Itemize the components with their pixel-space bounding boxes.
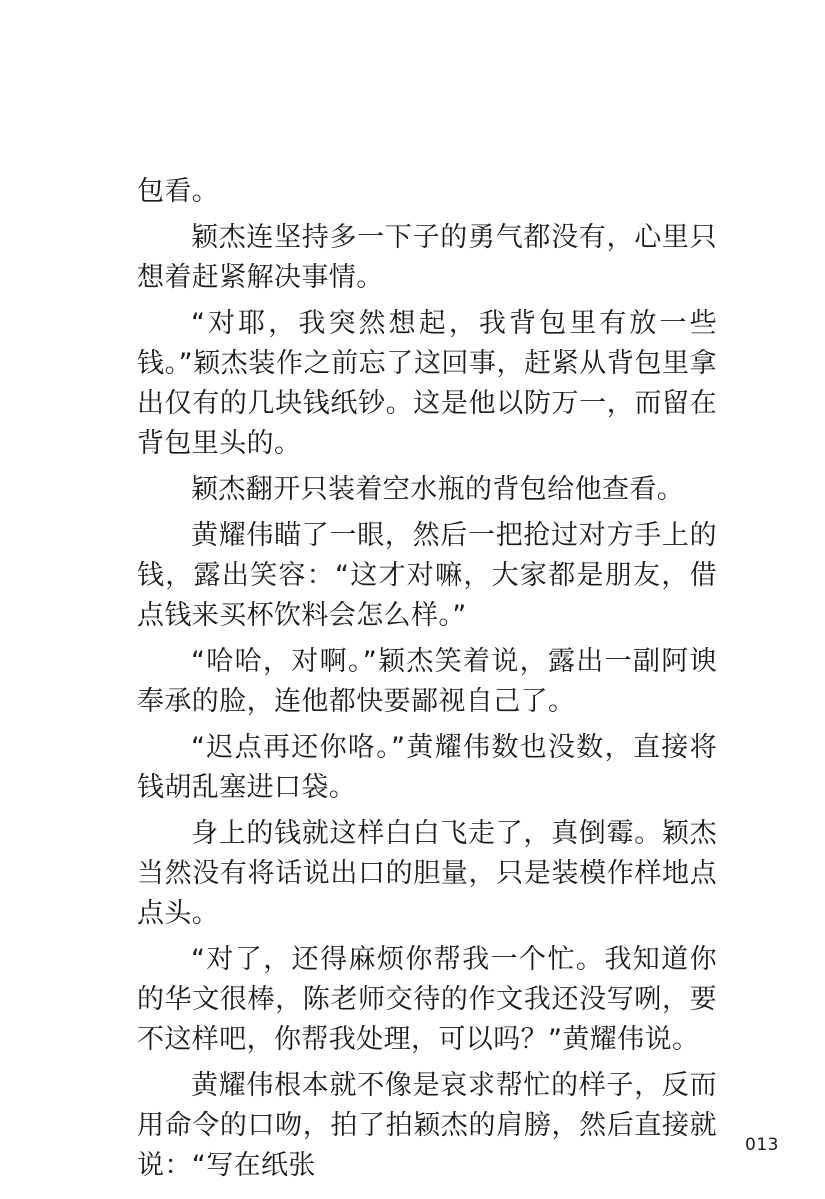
- paragraph-continuation: 包看。: [137, 176, 220, 207]
- paragraph: 颖杰翻开只装着空水瓶的背包给他查看。: [191, 474, 685, 505]
- paragraph: 黄耀伟根本就不像是哀求帮忙的样子，反而用命令的口吻，拍了拍颖杰的肩膀，然后直接就说：“写在纸张: [137, 1070, 717, 1181]
- paragraph: “哈哈，对啊。”颖杰笑着说，露出一副阿谀奉承的脸，连他都快要鄙视自己了。: [137, 646, 717, 717]
- paragraph: “对耶，我突然想起，我背包里有放一些钱。”颖杰装作之前忘了这回事，赶紧从背包里拿出仅有的几块钱纸钞。这是他以防万一，而留在背包里头的。: [137, 308, 717, 459]
- paragraph: “对了，还得麻烦你帮我一个忙。我知道你的华文很棒，陈老师交待的作文我还没写咧，要不这样吧，你帮我处理，可以吗？”黄耀伟说。: [137, 944, 717, 1055]
- paragraph: 黄耀伟瞄了一眼，然后一把抢过对方手上的钱，露出笑容：“这才对嘛，大家都是朋友，借点钱来买杯饮料会怎么样。”: [137, 520, 717, 631]
- paragraph: “迟点再还你咯。”黄耀伟数也没数，直接将钱胡乱塞进口袋。: [137, 732, 717, 803]
- page-number: 013: [745, 1135, 779, 1155]
- paragraph: 身上的钱就这样白白飞走了，真倒霉。颖杰当然没有将话说出口的胆量，只是装模作样地点点头。: [137, 818, 717, 929]
- paragraph: 颖杰连坚持多一下子的勇气都没有，心里只想着赶紧解决事情。: [137, 222, 717, 293]
- page-body: [137, 172, 717, 1192]
